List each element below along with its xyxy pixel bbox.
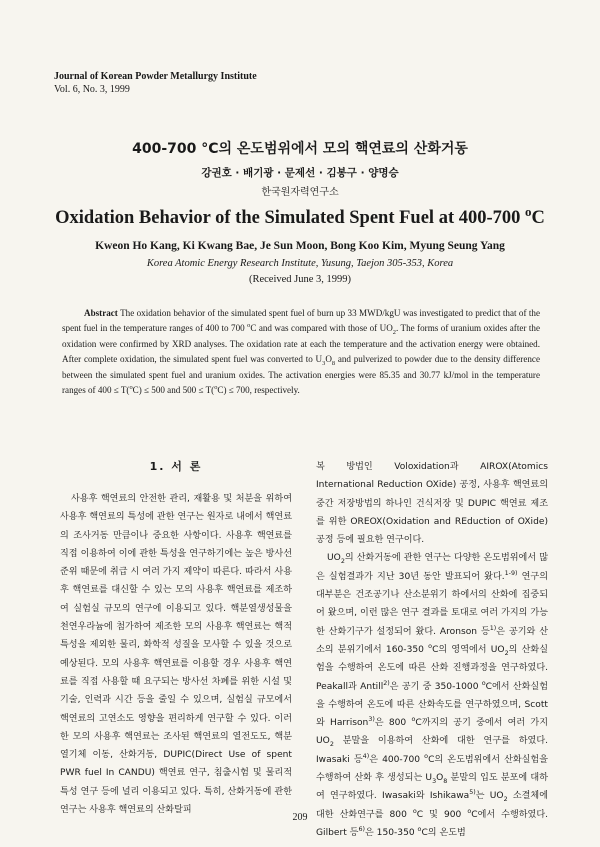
text-run: O	[436, 773, 444, 784]
citation: 2)	[383, 678, 390, 687]
text-run: 은 800	[374, 718, 412, 729]
journal-name: Journal of Korean Powder Metallurgy Institute	[54, 71, 257, 82]
text-run: 소결체에 대한 산화연구를 800	[316, 791, 548, 820]
abstract-text: C) ≤ 500 and 500 ≤ T(	[132, 385, 215, 396]
korean-affiliation: 한국원자력연구소	[261, 187, 339, 198]
subscript: 8	[443, 776, 448, 785]
english-authors: Kweon Ho Kang, Ki Kwang Bae, Je Sun Moon, Bong Koo Kim, Myung Seung Yang	[95, 240, 505, 252]
body-paragraph: 복 방법인 Voloxidation과 AIROX(Atomics International Reduction OXide) 공정, 사용후 핵연료의 중간 저장방법의 하나인 건식저장 및 DUPIC 핵연료 제조를 위한 OREOX(Oxidation and REduction of OXide)공정 등에 필요한 연구이다.	[316, 462, 548, 546]
abstract-text: O	[325, 354, 332, 365]
citation: 6)	[358, 824, 365, 833]
citation: 1-9)	[504, 568, 518, 577]
subscript: 2	[392, 329, 396, 337]
text-run: 는 UO	[475, 791, 504, 802]
text-run: C의 온도범위에서 산화실험을 수행하여 산화 후 생성되는 U	[316, 754, 548, 784]
text-run: 은 150-350	[364, 827, 418, 838]
text-run: 은 400-700	[369, 754, 425, 765]
text-run: UO	[327, 553, 341, 564]
degree-mark: o	[467, 806, 472, 815]
right-column	[316, 458, 548, 842]
text-run: 연구의 대부분은 건조공기나 산소분위기 하에서의 산화에 집중되어 왔으며, 이런 많은 연구 결과를 토대로 여러 가지의 가능한 산화기구가 설정되어 왔다. Aronson 등	[316, 571, 548, 637]
body-paragraph: 사용후 핵연료의 안전한 관리, 재활용 및 처분을 위하여 사용후 핵연료의 특성에 관한 연구는 원자로 내에서 핵연료의 조사거동 만큼이나 중요한 사항이다. 사용후 핵연료를 직접 이용하여 이에 관한 특성을 연구하기에는 높은 방사선 준위 때문에 취급 시 여러 가지 제약이 따른다. 따라서 사용후 핵연료를 대신할 수 있는 모의 사용후 핵연료를 제조하여 실험실 규모의 연구에 이용되고 있다. 핵분열생성물을 천연우라늄에 첨가하여 제조한 모의 사용후 핵연료는 핵적 특성을 제외한 물리, 화학적 성질을 모사할 수 있을 것으로 예상된다. 모의 사용후 핵연료를 이용할 경우 사용후 핵연료를 직접 사용할 때 요구되는 방사선 차폐를 위한 시설 및 기술, 인력과 시간 등을 줄일 수 있으며, 실험실 규모에서 핵연료의 고연소도 영향을 편리하게 연구할 수 있다. 이러한 모의 사용후 핵연료는 조사된 핵연료의 열전도도, 핵분열기체 이동, 산화거동, DUPIC(Direct Use of spent PWR fuel In CANDU) 핵연료 연구, 침출시험 및 물리적 특성 연구 등에 널리 이용되고 있다. 특히, 산화거동에 관한 연구는 사용후 핵연료의 산화탈피	[60, 494, 292, 816]
degree-mark: o	[412, 806, 417, 815]
citation: 3)	[368, 715, 375, 724]
subscript: 3	[432, 776, 437, 785]
english-title-unit: C	[531, 208, 545, 228]
degree-mark: o	[424, 751, 429, 760]
subscript: 2	[504, 648, 509, 657]
text-run: 분말의 입도 분포에 대하여 연구하였다. Iwasaki와 Ishikawa	[316, 773, 548, 802]
text-run: C 및 900	[416, 809, 468, 820]
text-run: 분말을 이용하여 산화에 대한 연구를 하였다. Iwasaki 등	[316, 736, 548, 765]
abstract	[62, 306, 540, 398]
degree-mark: o	[247, 322, 251, 330]
subscript: 2	[329, 740, 334, 749]
english-title	[0, 203, 600, 229]
abstract-text: C and was compared with those of UO	[250, 323, 393, 334]
journal-header	[54, 70, 257, 96]
text-run: 의 산화실험을 수행하여 온도에 따른 산화 진행과정을 연구하였다. Peakall과 Antill	[316, 644, 548, 692]
abstract-label: Abstract	[84, 308, 118, 318]
body-paragraph	[316, 549, 548, 842]
citation: 1)	[489, 623, 497, 632]
subscript: 2	[340, 557, 345, 566]
degree-mark: o	[417, 824, 422, 833]
subscript: 3	[322, 360, 326, 368]
text-run: C에서 산화실험을 수행하여 온도에 따른 산화속도를 연구하였으며, Scott와 Harrison	[316, 681, 548, 729]
left-column	[60, 458, 292, 819]
degree-mark: o	[129, 384, 133, 391]
subscript: 2	[503, 795, 508, 804]
text-run: C까지의 공기 중에서 여러 가지 UO	[316, 718, 548, 747]
received-date: (Received June 3, 1999)	[248, 274, 352, 285]
section-heading: 1. 서 론	[149, 460, 203, 473]
korean-authors: 강권호 · 배기광 · 문제선 · 김봉구 · 양명승	[201, 167, 399, 179]
text-run: C의 온도범	[421, 827, 466, 838]
degree-mark: o	[214, 384, 218, 391]
english-affiliation: Korea Atomic Energy Research Institute, Yusung, Taejon 305-353, Korea	[146, 258, 454, 269]
abstract-text: C) ≤ 700, respectively.	[217, 385, 300, 396]
degree-mark: o	[481, 678, 486, 687]
journal-volume: Vol. 6, No. 3, 1999	[54, 84, 130, 95]
page-number: 209	[292, 812, 308, 823]
abstract-text: and pulverized to powder due to the density difference between the simulated spent fuel and uranium oxides. The activation energies were 85.35 and 30.77 kJ/mol in the temperature ranges of 400 ≤ T(	[62, 354, 540, 396]
citation: 4)	[362, 751, 370, 760]
subscript: 8	[331, 360, 336, 368]
text-run: 은 공기 중 350-1000	[389, 681, 482, 692]
abstract-text: The oxidation behavior of the simulated spent fuel of burn up 33 MWD/kgU was investigated to predict that of the spent fuel in the temperature ranges of 400 to 700	[62, 308, 540, 334]
text-run: 은 공기와 산소의 분위기에서 160-350	[316, 626, 548, 655]
text-run: C의 영역에서 UO	[432, 644, 505, 655]
text-run: 의 산화거동에 관한 연구는 다양한 온도범위에서 많은 실험결과가 지난 30년 동안 발표되어 왔다.	[316, 553, 548, 582]
abstract-paragraph	[62, 306, 540, 398]
abstract-text: . The forms of uranium oxides after the oxidation were confirmed by XRD analyses. The oxidation rate at each the temperature and the activation energy were obtained. After complete oxidation, the simulated spent fuel was converted to U	[62, 323, 540, 365]
degree-mark: o	[411, 715, 416, 724]
text-run: C에서 수행하였다. Gilbert 등	[316, 809, 548, 838]
degree-mark: o	[428, 641, 433, 650]
english-title-text: Oxidation Behavior of the Simulated Spent Fuel at 400-700	[55, 208, 526, 228]
korean-title: 400-700 °C의 온도범위에서 모의 핵연료의 산화거동	[132, 141, 468, 157]
citation: 5)	[469, 788, 476, 797]
english-title-degree: o	[525, 203, 532, 219]
